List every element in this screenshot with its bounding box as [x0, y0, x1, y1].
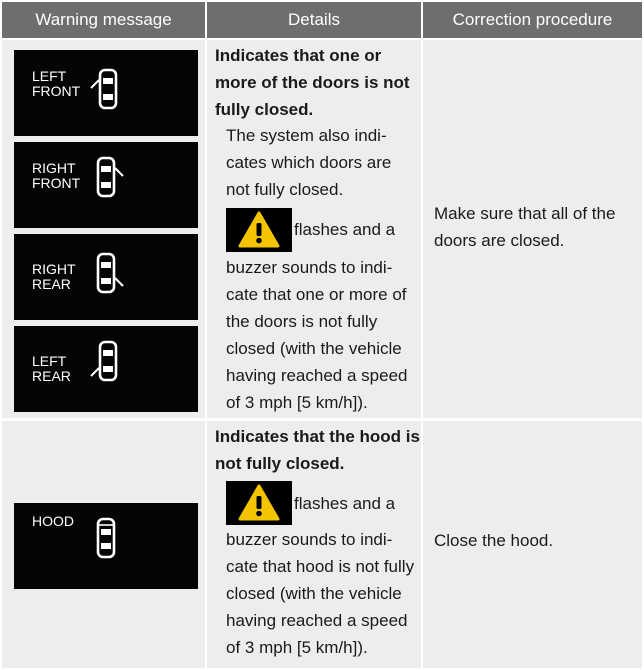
- car-door-right-rear-open-icon: [94, 250, 134, 302]
- display-right-rear: [14, 234, 198, 320]
- details-line: cate that one or more of: [226, 285, 407, 304]
- details-line: more of the doors is not: [215, 73, 410, 92]
- details-line: Indicates that one or: [215, 46, 382, 65]
- row1-correction-cell: [423, 40, 642, 418]
- car-door-left-front-open-icon: [86, 66, 126, 118]
- details-line: buzzer sounds to indi-: [226, 530, 393, 549]
- display-left-front: [14, 50, 198, 136]
- car-door-left-rear-open-icon: [86, 338, 126, 390]
- header-warning-message: Warning message: [2, 2, 205, 38]
- warning-triangle-icon: [226, 481, 292, 525]
- display-hood: [14, 503, 198, 589]
- details-line: the doors is not fully: [226, 312, 378, 331]
- car-door-right-front-open-icon: [94, 150, 134, 202]
- details-line: of 3 mph [5 km/h]).: [226, 638, 368, 657]
- display-label: RIGHT FRONT: [32, 160, 81, 191]
- details-line: Indicates that the hood is: [215, 427, 420, 446]
- details-line: cates which doors are: [226, 153, 392, 172]
- row1-warning-cell: [2, 40, 205, 418]
- display-label: LEFT REAR: [32, 353, 71, 384]
- details-line: closed (with the vehicle: [226, 339, 402, 358]
- display-label: RIGHT REAR: [32, 261, 76, 292]
- details-line: buzzer sounds to indi-: [226, 258, 393, 277]
- details-line: cate that hood is not fully: [226, 557, 415, 576]
- header-details: Details: [207, 2, 421, 38]
- details-flashes: flashes and a: [294, 494, 396, 513]
- row2-correction-cell: [423, 421, 642, 668]
- details-line: not fully closed.: [215, 454, 345, 473]
- row2-warning-cell: [2, 421, 205, 668]
- display-label: HOOD: [32, 513, 74, 529]
- details-flashes: flashes and a: [294, 220, 396, 239]
- correction-line: doors are closed.: [434, 231, 565, 250]
- details-line: The system also indi-: [226, 126, 387, 145]
- row2-details-cell: [207, 421, 421, 668]
- details-line: having reached a speed: [226, 366, 408, 385]
- correction-line: Close the hood.: [434, 531, 554, 550]
- details-buzzer: [226, 254, 407, 416]
- warning-triangle-icon: [226, 208, 292, 252]
- details-line: not fully closed.: [226, 180, 344, 199]
- correction-text: [434, 200, 615, 254]
- display-left-rear: [14, 326, 198, 412]
- details-note: [226, 122, 391, 203]
- details-title: [215, 423, 420, 477]
- header-correction-procedure: Correction procedure: [423, 2, 642, 38]
- details-line: closed (with the vehicle: [226, 584, 402, 603]
- display-right-front: [14, 142, 198, 228]
- car-hood-open-icon: [86, 513, 126, 565]
- correction-text: [434, 527, 553, 554]
- details-line: of 3 mph [5 km/h]).: [226, 393, 368, 412]
- correction-line: Make sure that all of the: [434, 204, 616, 223]
- details-title: [215, 42, 410, 123]
- display-label: LEFT FRONT: [32, 68, 81, 99]
- row1-details-cell: [207, 40, 421, 418]
- details-line: having reached a speed: [226, 611, 408, 630]
- details-line: fully closed.: [215, 100, 314, 119]
- details-buzzer: [226, 526, 414, 661]
